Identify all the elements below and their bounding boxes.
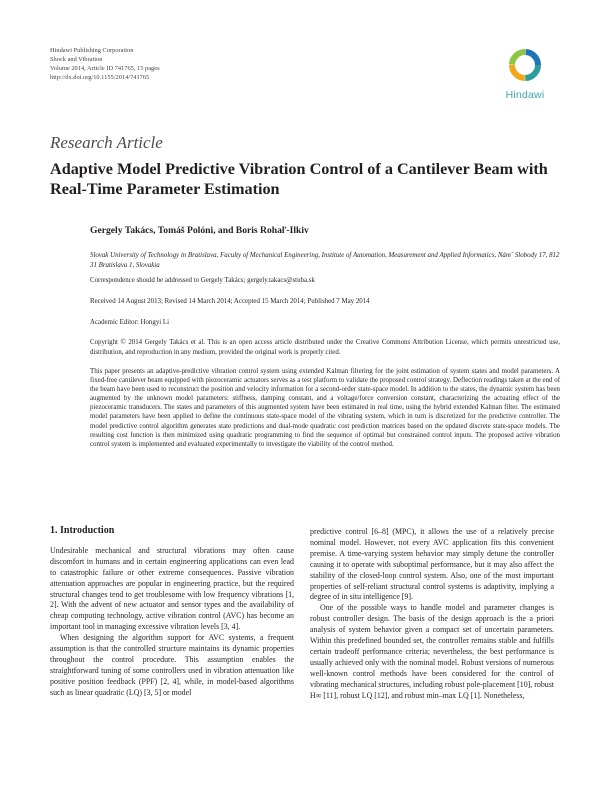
body-paragraph: When designing the algorithm support for AVC systems, a frequent assumption is that the controlled structure maintains its dynamic properties throughout the control procedure. This assumption enables the straightforward tuning of some controllers used in vibration attenuation like positive position feedback (PPF) [2, 4], while, in model-based algorithms such as linear quadratic (LQ) [3, 5] or model [50, 633, 294, 697]
copyright-notice: Copyright © 2014 Gergely Takács et al. This is an open access article distributed under the Creative Commons Attribution License, which permits unrestricted use, distribution, and reproduction in any medium, provided the original work is properly cited. [90, 339, 560, 356]
affiliation: Slovak University of Technology in Bratislava, Faculty of Mechanical Engineering, Institute of Automation, Measurement and Applied Informatics, Námˇ Slobody 17, 812 31 Bratislava 1, Slovakia [90, 252, 560, 269]
hindawi-logo-icon [493, 43, 557, 89]
academic-editor: Academic Editor: Hongyi Li [90, 319, 170, 326]
correspondence: Correspondence should be addressed to Gergely Takács; gergely.takacs@stuba.sk [90, 277, 315, 284]
publication-dates: Received 14 August 2013; Revised 14 March 2014; Accepted 15 March 2014; Published 7 May 2014 [90, 298, 370, 305]
doi-link[interactable]: http://dx.doi.org/10.1155/2014/741765 [50, 74, 150, 81]
article-type: Research Article [50, 133, 163, 152]
author-list: Gergely Takács, Tomáš Polóni, and Boris Rohaľ-Ilkiv [90, 225, 309, 236]
paper-title: Adaptive Model Predictive Vibration Control of a Cantilever Beam with Real-Time Parameter Estimation [50, 160, 548, 198]
hindawi-logo-text: Hindawi [505, 89, 545, 101]
publisher-name: Hindawi Publishing Corporation [50, 47, 134, 54]
volume-info: Volume 2014, Article ID 741765, 15 pages [50, 65, 160, 72]
body-paragraph: One of the possible ways to handle model and parameter changes is robust controller design. The basis of the design approach is the a priori analysis of system behavior given a compact set of uncertain parameters. Within this predefined bounded set, the controller remains stable and fulfills certain tradeoff performance criteria; nevertheless, the best performance is usually achieved only with the nominal model. Robust versions of numerous well-known control methods have been considered for the control of vibrating mechanical structures, including robust pole-placement [10], robust H∞ [11], robust LQ [12], and robust min–max LQ [1]. Nonetheless, [310, 603, 554, 700]
journal-name: Shock and Vibration [50, 56, 103, 63]
section-heading: 1. Introduction [50, 525, 115, 536]
hindawi-logo [493, 43, 557, 105]
body-paragraph: Undesirable mechanical and structural vibrations may often cause discomfort in humans and in certain engineering applications can even lead to catastrophic failure or other extreme consequences. Passive vibration attenuation approaches are popular in engineering practice, but the required structural changes tend to get troublesome with low frequency vibrations [1, 2]. With the advent of new actuator and sensor types and the availability of cheap computing technology, active vibration control (AVC) has become an important tool in managing excessive vibration levels [3, 4]. [50, 545, 294, 632]
journal-info [50, 46, 160, 82]
right-column [310, 527, 554, 702]
left-column [50, 526, 294, 699]
body-paragraph: predictive control [6–8] (MPC), it allows the use of a relatively precise nominal model. However, not every AVC application fits this convenient premise. A time-varying system behavior may simply detune the controller causing it to operate with suboptimal performance, but it may also affect the stability of the closed-loop control system. Also, one of the most important properties of self-reliant structural control systems is adaptivity, implying a degree of in situ intelligence [9]. [310, 527, 554, 602]
abstract: This paper presents an adaptive-predictive vibration control system using extended Kalman filtering for the joint estimation of system states and model parameters. A fixed-free cantilever beam equipped with piezoceramic actuators serves as a test platform to validate the proposed control strategy. Deflection readings taken at the end of the beam have been used to reconstruct the position and velocity information for a second-order state-space model. In addition to the states, the dynamic system has been augmented by the unknown model parameters: stiffness, damping constant, and a voltage/force conversion constant, characterizing the actuating effect of the piezoceramic transducers. The states and parameters of this augmented system have been estimated in real time, using the hybrid extended Kalman filter. The estimated model parameters have been applied to define the continuous state-space model of the vibrating system, which in turn is discretized for the predictive controller. The model predictive control algorithm generates state predictions and dual-mode quadratic cost prediction matrices based on the updated discrete state-space models. The resulting cost function is then minimized using quadratic programming to find the sequence of optimal but constrained control inputs. The proposed active vibration control system is implemented and evaluated experimentally to investigate the viability of the control method. [90, 368, 560, 448]
